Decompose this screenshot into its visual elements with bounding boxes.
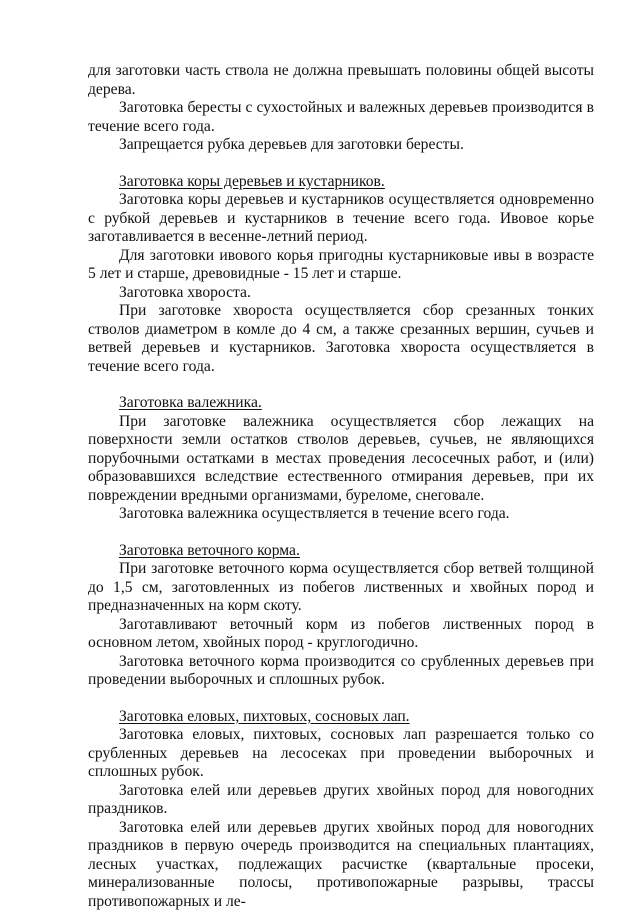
paragraph: Заготовка елей или деревьев других хвойных пород для новогодних праздников в первую очередь производится на специальных плантациях, лесных участках, подлежащих расчистке (квартальные просеки, минерализованные полосы, противопожарные разрывы, трассы противопожарных и ле-: [88, 819, 594, 911]
paragraph: Заготовка еловых, пихтовых, сосновых лап разрешается только со срубленных деревьев на лесосеках при проведении выборочных и сплошных рубок.: [88, 726, 594, 782]
section-heading-branch-fodder: [88, 542, 594, 561]
heading-text: Заготовка еловых, пихтовых, сосновых лап.: [119, 708, 410, 725]
section-gap: [88, 690, 594, 708]
paragraph: Запрещается рубка деревьев для заготовки бересты.: [88, 136, 594, 155]
section-gap: [88, 524, 594, 542]
heading-text: Заготовка коры деревьев и кустарников.: [119, 173, 385, 190]
paragraph: Заготовка бересты с сухостойных и валежных деревьев производится в течение всего года.: [88, 99, 594, 136]
paragraph: Заготовка хвороста.: [88, 284, 594, 303]
paragraph: При заготовке веточного корма осуществляется сбор ветвей толщиной до 1,5 см, заготовленных из побегов лиственных и хвойных пород и предназначенных на корм скоту.: [88, 560, 594, 616]
section-heading-deadwood: [88, 394, 594, 413]
paragraph: Заготовка елей или деревьев других хвойных пород для новогодних праздников.: [88, 782, 594, 819]
heading-text: Заготовка валежника.: [119, 394, 262, 411]
paragraph: Заготовка веточного корма производится со срубленных деревьев при проведении выборочных и сплошных рубок.: [88, 653, 594, 690]
section-gap: [88, 376, 594, 394]
paragraph: При заготовке валежника осуществляется сбор лежащих на поверхности земли остатков стволов деревьев, сучьев, не являющихся порубочными остатками в местах проведения лесосечных работ, и (или) образовавшихся вследствие естественного отмирания деревьев, при их повреждении вредными организмами, буреломе, снеговале.: [88, 413, 594, 506]
paragraph: Заготавливают веточный корм из побегов лиственных пород в основном летом, хвойных пород - круглогодично.: [88, 616, 594, 653]
section-gap: [88, 155, 594, 173]
paragraph: Заготовка коры деревьев и кустарников осуществляется одновременно с рубкой деревьев и кустарников в течение всего года. Ивовое корье заготавливается в весенне-летний период.: [88, 191, 594, 247]
paragraph: Заготовка валежника осуществляется в течение всего года.: [88, 505, 594, 524]
paragraph: При заготовке хвороста осуществляется сбор срезанных тонких стволов диаметром в комле до 4 см, а также срезанных вершин, сучьев и ветвей деревьев и кустарников. Заготовка хвороста осуществляется в течение всего года.: [88, 302, 594, 376]
paragraph: для заготовки часть ствола не должна превышать половины общей высоты дерева.: [88, 62, 594, 99]
paragraph: Для заготовки ивового корья пригодны кустарниковые ивы в возрасте 5 лет и старше, древовидные - 15 лет и старше.: [88, 247, 594, 284]
document-page: [88, 62, 594, 911]
section-heading-bark: [88, 173, 594, 192]
section-heading-conifer-branches: [88, 708, 594, 727]
heading-text: Заготовка веточного корма.: [119, 542, 300, 559]
